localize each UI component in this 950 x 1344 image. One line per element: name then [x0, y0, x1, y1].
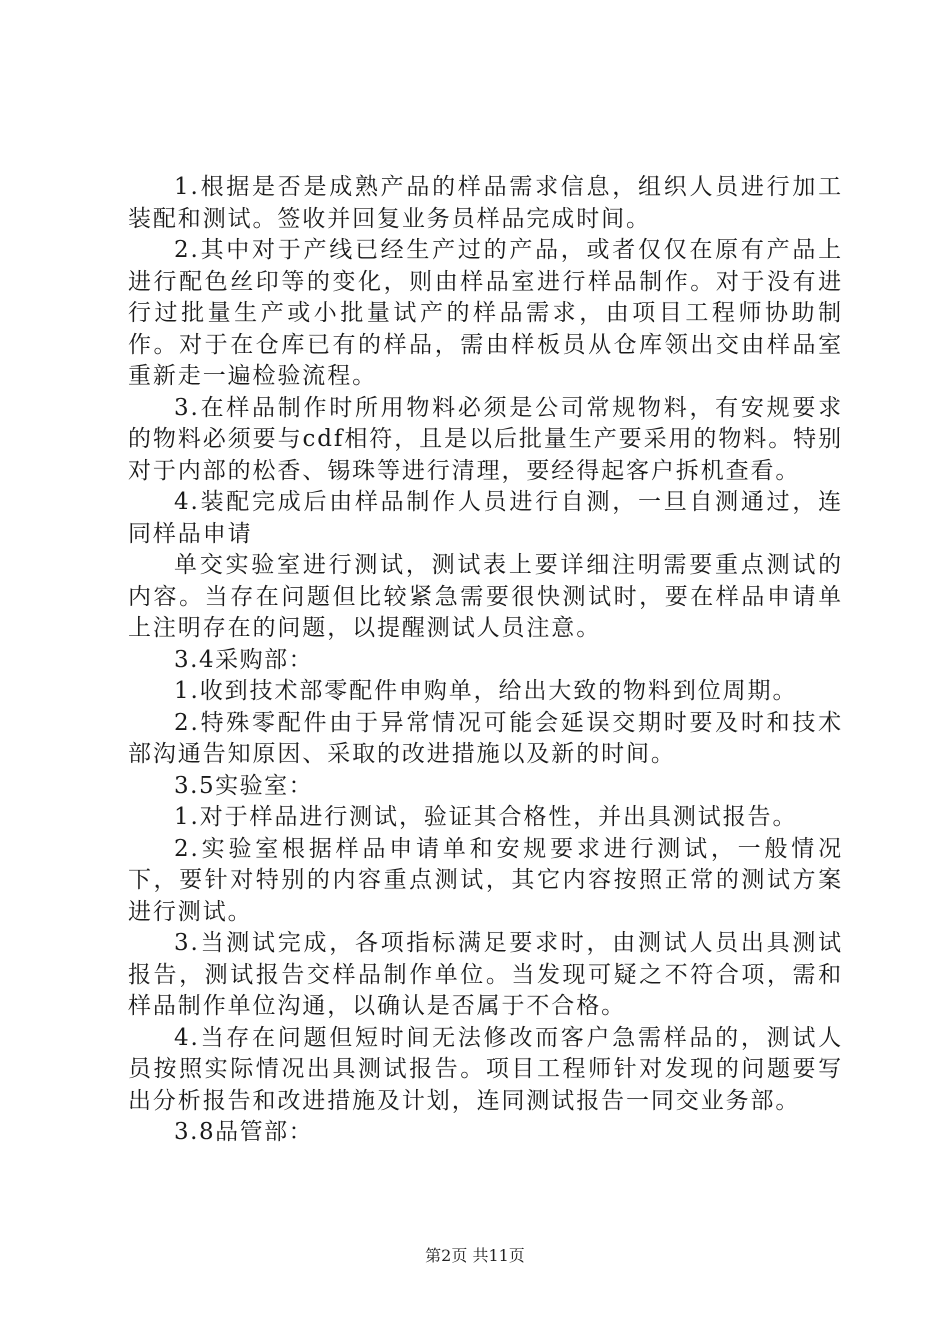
page-footer: 第2页 共11页 [425, 1246, 525, 1265]
section-heading-purchasing: 3.4采购部： [174, 646, 314, 673]
section-heading-laboratory: 3.5实验室： [174, 772, 314, 799]
paragraph-13: 4.当存在问题但短时间无法修改而客户急需样品的，测试人员按照实际情况出具测试报告。项目工程师针对发现的问题要写出分析报告和改进措施及计划，连同测试报告一同交业务部。 [128, 1024, 843, 1114]
document-body [128, 172, 843, 1149]
paragraph-1: 1.根据是否是成熟产品的样品需求信息，组织人员进行加工装配和测试。签收并回复业务员样品完成时间。 [128, 174, 843, 232]
section-heading-quality: 3.8品管部： [174, 1119, 314, 1145]
paragraph-12: 3.当测试完成，各项指标满足要求时，由测试人员出具测试报告，测试报告交样品制作单位。当发现可疑之不符合项，需和样品制作单位沟通，以确认是否属于不合格。 [128, 930, 843, 1019]
paragraph-11: 2.实验室根据样品申请单和安规要求进行测试，一般情况下，要针对特别的内容重点测试，其它内容按照正常的测试方案进行测试。 [128, 835, 843, 925]
paragraph-7: 1.收到技术部零配件申购单，给出大致的物料到位周期。 [174, 678, 798, 704]
paragraph-5: 单交实验室进行测试，测试表上要详细注明需要重点测试的内容。当存在问题但比较紧急需要很快测试时，要在样品申请单上注明存在的问题，以提醒测试人员注意。 [128, 552, 843, 641]
paragraph-3: 3.在样品制作时所用物料必须是公司常规物料，有安规要求的物料必须要与cdf相符，且是以后批量生产要采用的物料。特别对于内部的松香、锡珠等进行清理，要经得起客户拆机查看。 [128, 394, 843, 484]
paragraph-10: 1.对于样品进行测试，验证其合格性，并出具测试报告。 [174, 804, 798, 830]
paragraph-8: 2.特殊零配件由于异常情况可能会延误交期时要及时和技术部沟通告知原因、采取的改进措施以及新的时间。 [128, 709, 843, 767]
paragraph-4: 4.装配完成后由样品制作人员进行自测，一旦自测通过，连同样品申请 [128, 489, 843, 547]
paragraph-2: 2.其中对于产线已经生产过的产品，或者仅仅在原有产品上进行配色丝印等的变化，则由样品室进行样品制作。对于没有进行过批量生产或小批量试产的样品需求，由项目工程师协助制作。对于在仓库已有的样品，需由样板员从仓库领出交由样品室重新走一遍检验流程。 [128, 237, 843, 389]
